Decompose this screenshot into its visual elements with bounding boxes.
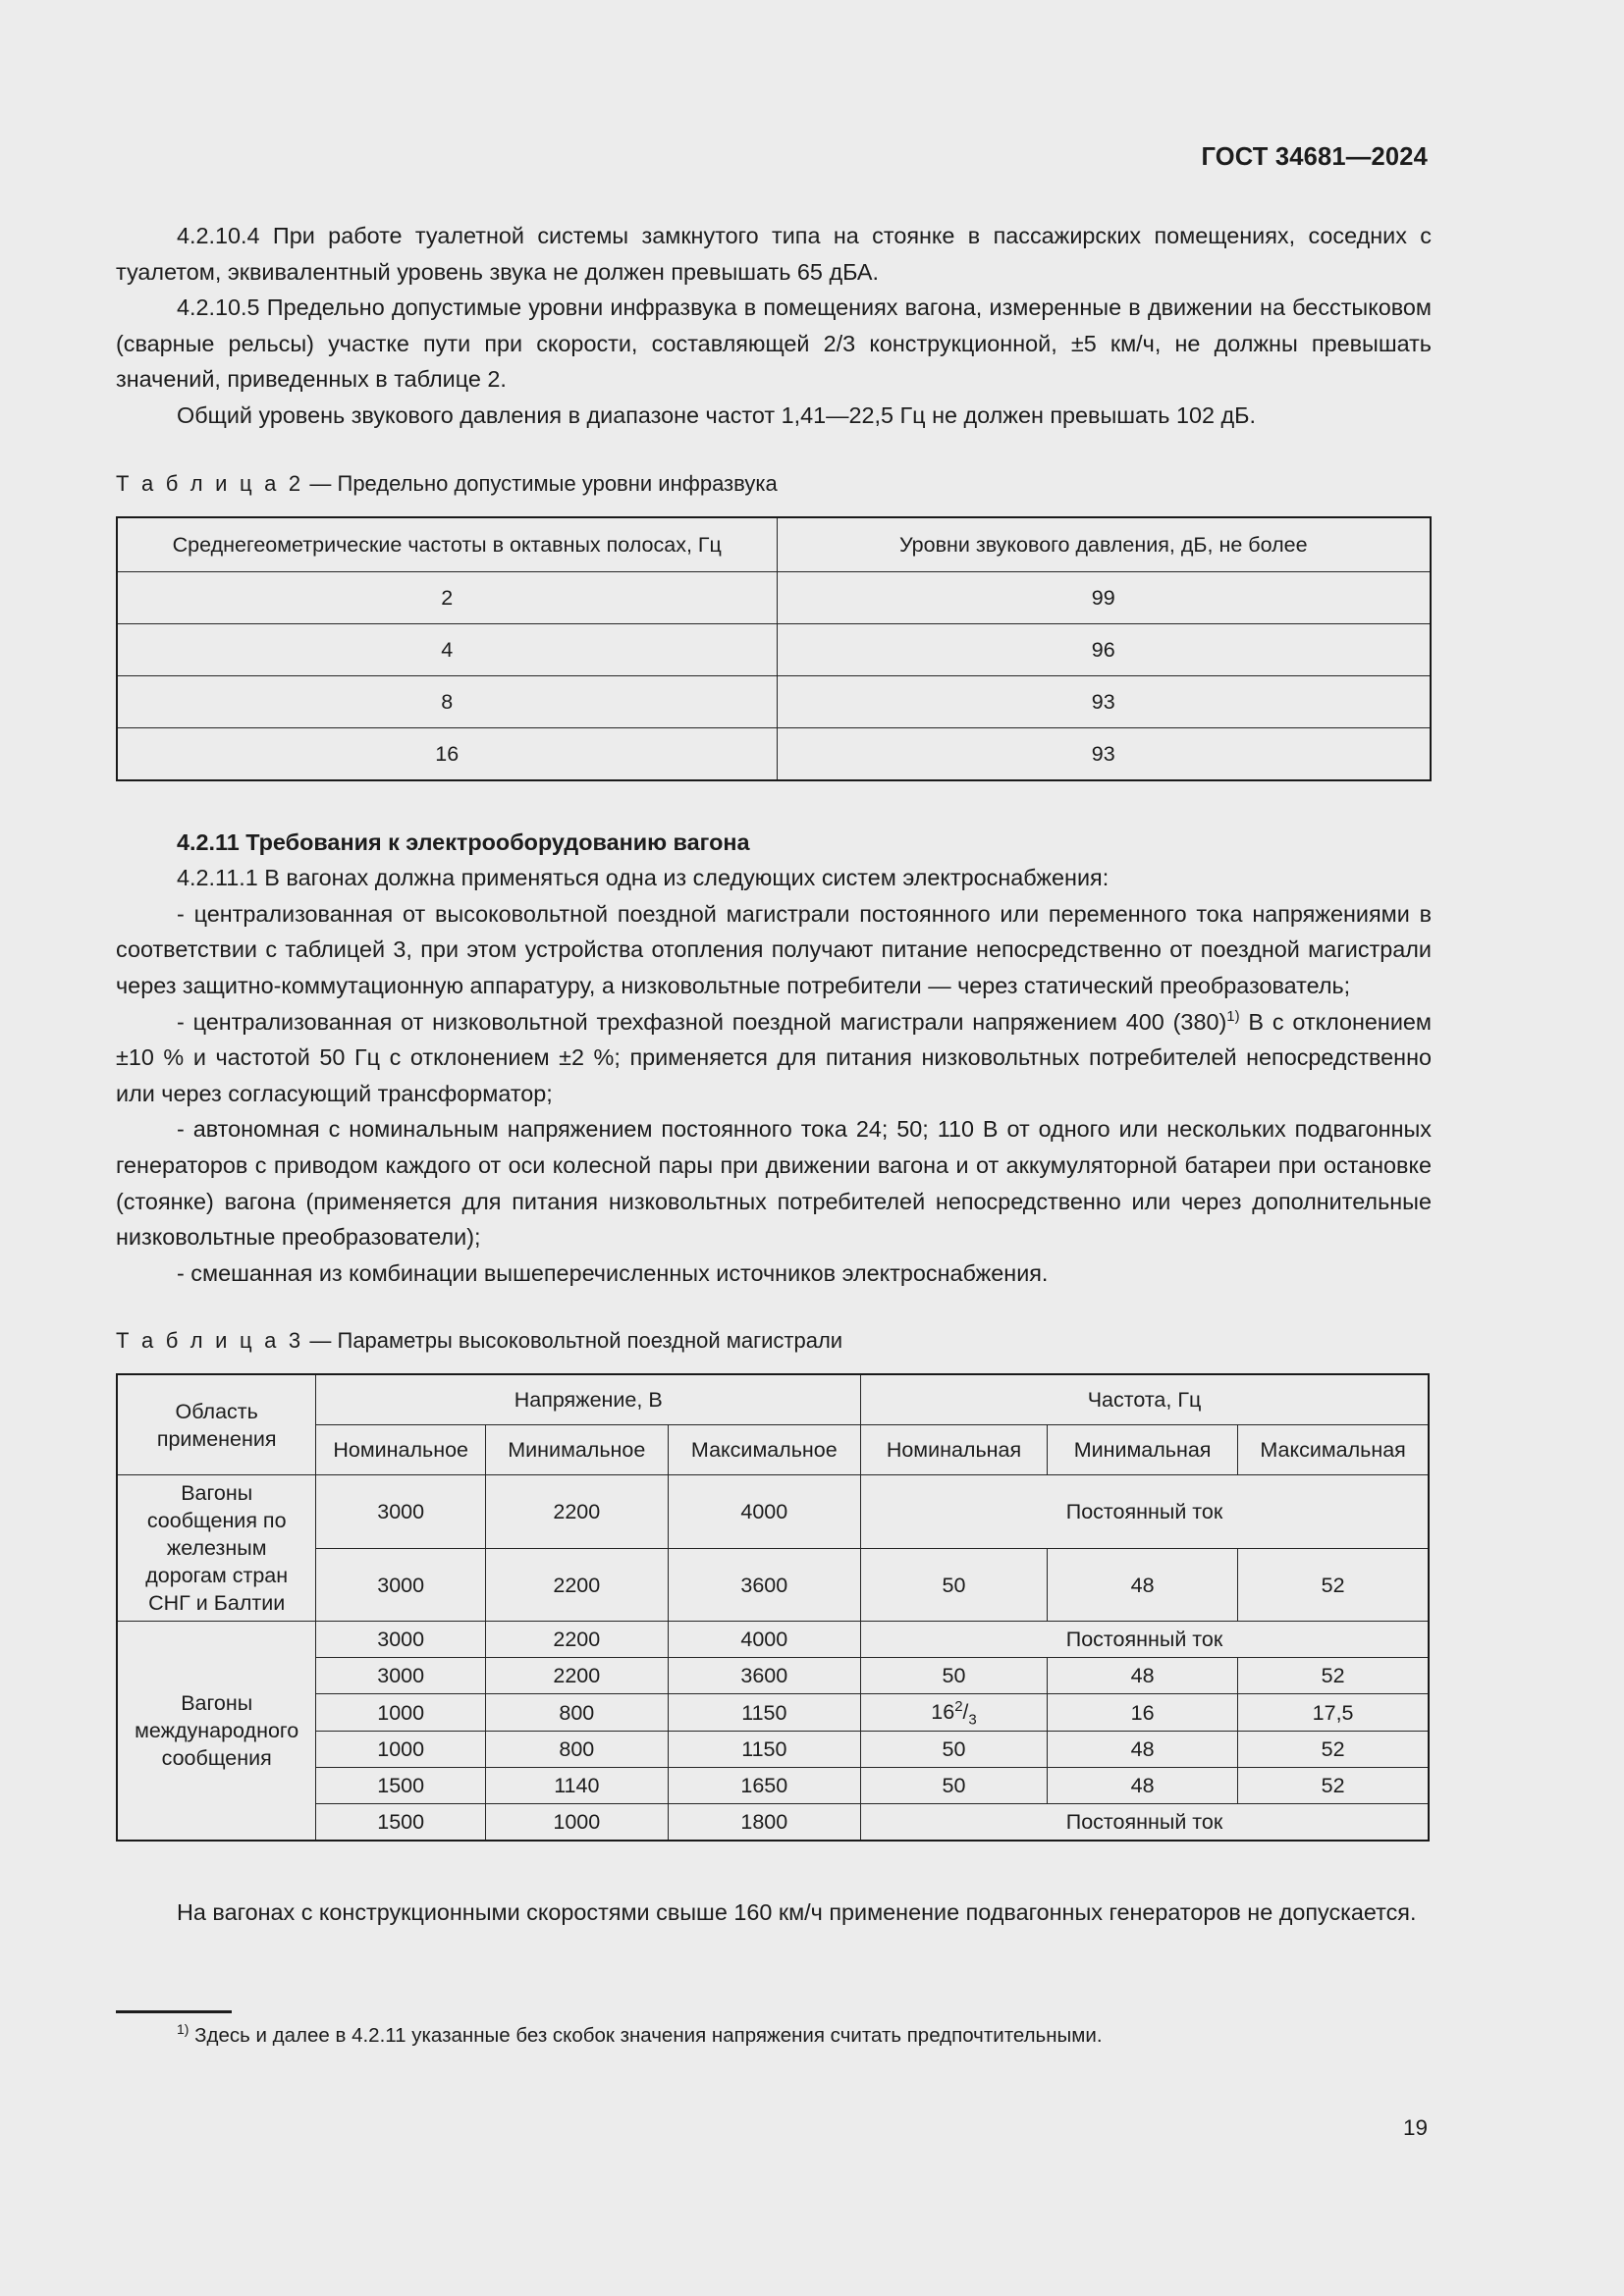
table3-cell-voltage-minimum: 2200: [486, 1475, 669, 1549]
table3-cell-voltage-nominal: 3000: [316, 1548, 486, 1622]
table2-caption: [116, 469, 1432, 499]
table3-cell-voltage-nominal: 3000: [316, 1622, 486, 1658]
table3-cell-frequency-maximum: 17,5: [1238, 1694, 1429, 1732]
paragraph-closing-generator-restriction: На вагонах с конструкционными скоростями свыше 160 км/ч применение подвагонных генераторов не допускается.: [177, 1899, 1417, 1926]
table3-cell-frequency-maximum: 52: [1238, 1732, 1429, 1768]
fraction-numerator: 2: [954, 1698, 963, 1716]
table3-caption-dash: —: [303, 1328, 338, 1354]
table2-caption-dash: —: [303, 470, 338, 496]
table3-cell-voltage-nominal: 1000: [316, 1732, 486, 1768]
table-high-voltage-trunk-parameters: [116, 1373, 1430, 1842]
table3-cell-direct-current: Постоянный ток: [861, 1804, 1429, 1842]
table3-caption: [116, 1326, 1432, 1356]
section-heading-4-2-11: 4.2.11 Требования к электрооборудованию вагона: [177, 828, 750, 855]
table3-cell-voltage-minimum: 800: [486, 1732, 669, 1768]
table3-cell-voltage-minimum: 800: [486, 1694, 669, 1732]
footnote-block: [116, 2010, 1432, 2051]
paragraph-total-sound-level: Общий уровень звукового давления в диапазоне частот 1,41—22,5 Гц не должен превышать 102 дБ.: [177, 401, 1256, 428]
table2-cell-level: 93: [777, 727, 1431, 780]
table3-cell-frequency-nominal: 50: [861, 1548, 1048, 1622]
spacer: [116, 499, 1432, 516]
table3-cell-frequency-minimum: 48: [1047, 1768, 1237, 1804]
fraction-slash: /: [962, 1701, 969, 1725]
table3-cell-voltage-minimum: 2200: [486, 1622, 669, 1658]
table3-cell-frequency-nominal: 50: [861, 1732, 1048, 1768]
table3-group-label-international: Вагоны международного сообщения: [117, 1622, 316, 1842]
table3-cell-direct-current: Постоянный ток: [861, 1622, 1429, 1658]
paragraph-4-2-10-4: 4.2.10.4 При работе туалетной системы замкнутого типа на стоянке в пассажирских помещениях, соседних с туалетом, эквивалентный уровень звука не должен превышать 65 дБА.: [116, 223, 1432, 285]
table3-cell-frequency-minimum: 48: [1047, 1732, 1237, 1768]
table3-colgroup-frequency: Частота, Гц: [861, 1374, 1429, 1425]
table3-cell-voltage-nominal: 3000: [316, 1658, 486, 1694]
table3-col-voltage-minimum: Минимальное: [486, 1425, 669, 1475]
bullet2-text-before-footnote: - централизованная от низковольтной трехфазной поездной магистрали напряжением 400 (380): [177, 1008, 1227, 1035]
table3-group-label-cis-baltic: Вагоны сообщения по железным дорогам стран СНГ и Балтии: [117, 1475, 316, 1622]
table2-col-level: Уровни звукового давления, дБ, не более: [777, 517, 1431, 572]
footnote-marker: 1): [177, 2021, 189, 2038]
table3-cell-voltage-maximum: 3600: [668, 1548, 860, 1622]
footnote-separator-rule: [116, 2010, 232, 2013]
bullet-mixed: - смешанная из комбинации вышеперечисленных источников электроснабжения.: [177, 1259, 1049, 1286]
spacer: [116, 1291, 1432, 1326]
fraction-denominator: 3: [968, 1711, 977, 1729]
table3-cell-voltage-nominal: 1500: [316, 1804, 486, 1842]
paragraph-4-2-10-5: 4.2.10.5 Предельно допустимые уровни инфразвука в помещениях вагона, измеренные в движении на бесстыковом (сварные рельсы) участке пути при скорости, составляющей 2/3 конструкционной, ±5 км/ч, не должны превышать значений, приведенных в таблице 2.: [116, 294, 1432, 393]
table3-cell-frequency-maximum: 52: [1238, 1768, 1429, 1804]
table3-cell-frequency-nominal: 50: [861, 1768, 1048, 1804]
table3-col-frequency-nominal: Номинальная: [861, 1425, 1048, 1475]
table2-col-frequency: Среднегеометрические частоты в октавных полосах, Гц: [117, 517, 777, 572]
document-body: [116, 218, 1432, 1931]
fraction-sixteen-two-thirds: [931, 1698, 976, 1727]
table2-cell-level: 96: [777, 623, 1431, 675]
table3-cell-voltage-nominal: 3000: [316, 1475, 486, 1549]
table3-cell-frequency-nominal: 50: [861, 1658, 1048, 1694]
table-row: [117, 675, 1431, 727]
table3-colgroup-voltage: Напряжение, В: [316, 1374, 861, 1425]
spacer: [116, 1356, 1432, 1373]
table2-cell-level: 99: [777, 571, 1431, 623]
table3-cell-voltage-maximum: 4000: [668, 1622, 860, 1658]
table3-caption-label: Т а б л и ц а 3: [116, 1328, 304, 1354]
spacer: [116, 1842, 1432, 1895]
table3-cell-frequency-maximum: 52: [1238, 1548, 1429, 1622]
table3-cell-frequency-nominal-fraction: [861, 1694, 1048, 1732]
table3-col-application-area: Область применения: [117, 1374, 316, 1475]
table-row: [117, 571, 1431, 623]
table3-cell-voltage-maximum: 1800: [668, 1804, 860, 1842]
table-header-row: [117, 517, 1431, 572]
table3-cell-frequency-minimum: 48: [1047, 1548, 1237, 1622]
table3-col-voltage-nominal: Номинальное: [316, 1425, 486, 1475]
bullet-centralized-high-voltage: - централизованная от высоковольтной поездной магистрали постоянного или переменного тока напряжениями в соответствии с таблицей 3, при этом устройства отопления получают питание непосредственно от поездной магистрали через защитно-коммутационную аппаратуру, а низковольтные потребители — через статический преобразователь;: [116, 900, 1432, 998]
table3-cell-voltage-maximum: 1150: [668, 1694, 860, 1732]
footnote-1: [116, 2021, 1432, 2051]
bullet-autonomous: - автономная с номинальным напряжением постоянного тока 24; 50; 110 В от одного или нескольких подвагонных генераторов с приводом каждого от оси колесной пары при движении вагона и от аккумуляторной батареи при остановке (стоянке) вагона (применяется для питания низковольтных потребителей непосредственно или через дополнительные низковольтные преобразователи);: [116, 1116, 1432, 1251]
footnote-text: Здесь и далее в 4.2.11 указанные без скобок значения напряжения считать предпочтительными.: [194, 2024, 1103, 2047]
table3-col-voltage-maximum: Максимальное: [668, 1425, 860, 1475]
table3-caption-title: Параметры высоковольтной поездной магистрали: [337, 1328, 843, 1354]
table3-cell-frequency-minimum: 16: [1047, 1694, 1237, 1732]
table2-cell-frequency: 2: [117, 571, 777, 623]
table3-col-frequency-minimum: Минимальная: [1047, 1425, 1237, 1475]
table3-cell-direct-current: Постоянный ток: [861, 1475, 1429, 1549]
table3-cell-voltage-maximum: 3600: [668, 1658, 860, 1694]
table-row: [117, 1475, 1429, 1549]
table2-cell-frequency: 16: [117, 727, 777, 780]
table-row: [117, 623, 1431, 675]
spacer: [116, 434, 1432, 469]
footnote-reference-marker: 1): [1226, 1007, 1240, 1025]
table2-cell-frequency: 8: [117, 675, 777, 727]
table3-cell-voltage-minimum: 2200: [486, 1658, 669, 1694]
page-number: 19: [1402, 2115, 1428, 2140]
table3-cell-voltage-maximum: 1650: [668, 1768, 860, 1804]
table2-caption-label: Т а б л и ц а 2: [116, 470, 304, 496]
table3-cell-voltage-nominal: 1500: [316, 1768, 486, 1804]
fraction-integer: 16: [931, 1700, 955, 1725]
table2-caption-title: Предельно допустимые уровни инфразвука: [337, 470, 778, 496]
table-row: [117, 727, 1431, 780]
table2-cell-level: 93: [777, 675, 1431, 727]
paragraph-4-2-11-1: 4.2.11.1 В вагонах должна применяться одна из следующих систем электроснабжения:: [177, 865, 1110, 891]
table3-cell-voltage-minimum: 1000: [486, 1804, 669, 1842]
table-row: [117, 1622, 1429, 1658]
bullet2-text-after-footnote: В с отклонением ±10 % и частотой 50 Гц с отклонением ±2 %; применяется для питания низковольтных потребителей непосредственно или через согласующий трансформатор;: [116, 1008, 1432, 1106]
table3-cell-voltage-minimum: 2200: [486, 1548, 669, 1622]
table3-cell-frequency-minimum: 48: [1047, 1658, 1237, 1694]
table3-cell-voltage-minimum: 1140: [486, 1768, 669, 1804]
table-header-row-group: [117, 1374, 1429, 1425]
page-header-standard-id: ГОСТ 34681—2024: [1201, 143, 1428, 171]
table3-col-frequency-maximum: Максимальная: [1238, 1425, 1429, 1475]
table3-cell-voltage-maximum: 4000: [668, 1475, 860, 1549]
spacer: [116, 781, 1432, 825]
table3-cell-frequency-maximum: 52: [1238, 1658, 1429, 1694]
table3-cell-voltage-nominal: 1000: [316, 1694, 486, 1732]
table3-cell-voltage-maximum: 1150: [668, 1732, 860, 1768]
table2-cell-frequency: 4: [117, 623, 777, 675]
bullet-centralized-low-voltage: [116, 1004, 1432, 1112]
table-infrasound-limits: [116, 516, 1432, 781]
